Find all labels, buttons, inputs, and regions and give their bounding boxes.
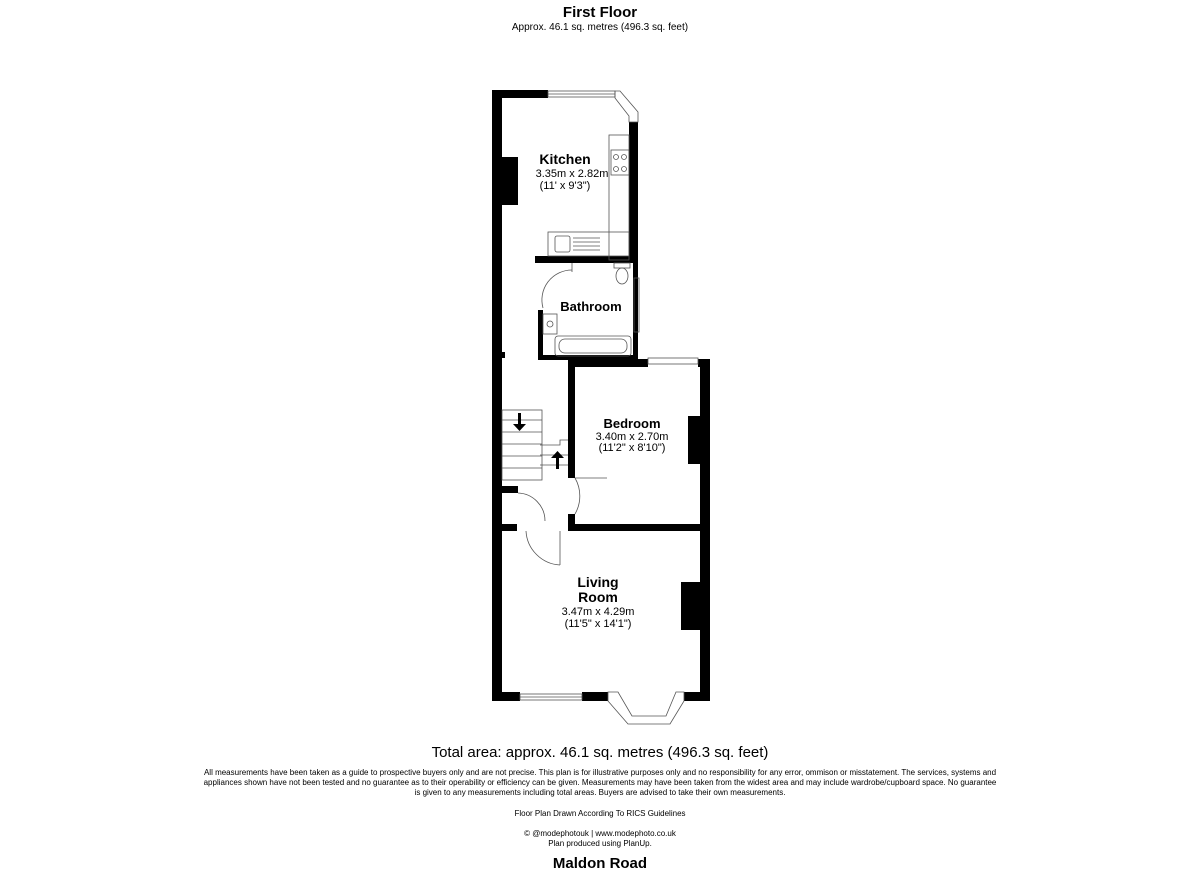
bedroom-door-arc <box>575 478 580 514</box>
bedroom-size-imperial: (11'2" x 8'10") <box>598 442 666 454</box>
toilet-icon <box>616 268 628 284</box>
kitchen-worktop-right <box>609 135 629 260</box>
landing-wall <box>500 486 518 493</box>
kitchen-size-metric: 3.35m x 2.82m <box>535 168 609 180</box>
outer-wall-left <box>492 90 502 701</box>
hob-icon <box>611 150 629 175</box>
bedroom-size-metric: 3.40m x 2.70m <box>595 431 669 443</box>
kitchen-sink-icon <box>555 236 570 252</box>
bottom-wall-mid <box>582 692 608 701</box>
stairs-up-arrow-icon <box>551 451 564 458</box>
living-name-line2: Room <box>578 589 618 605</box>
rics-note: Floor Plan Drawn According To RICS Guidelines <box>514 809 686 818</box>
living-size-metric: 3.47m x 4.29m <box>561 606 635 618</box>
living-door-arc <box>526 531 560 565</box>
disclaimer: All measurements have been taken as a guide to prospective buyers only and are not precise. This plan is for illustrative purposes only and no responsibility for any error, ommison or misstatement. The services, systems and appliances shown have not been tested and no guarantee as to their operability or efficiency can be given. Measurements may have been taken from the widest area and may include wardrobe/cupboard space. No guarantee is given to any measurements including total areas. Buyers are advised to take their own measurements. <box>203 768 997 797</box>
floor-title: First Floor <box>562 4 638 21</box>
kitchen-size-imperial: (11' x 9'3") <box>539 180 591 192</box>
living-top-wall-left <box>492 524 517 531</box>
kitchen-top-wall <box>492 90 548 98</box>
wall-stub <box>502 352 505 358</box>
property-address: Maldon Road <box>552 855 648 872</box>
bedroom-left-wall <box>568 362 575 478</box>
bathroom-left-wall <box>538 310 543 360</box>
total-area: Total area: approx. 46.1 sq. metres (496.3 sq. feet) <box>431 744 769 761</box>
stairs-down-arrow-icon <box>513 424 526 431</box>
living-name-line1: Living <box>577 574 619 590</box>
living-top-wall <box>568 524 704 531</box>
bedroom-chimney-breast <box>688 416 700 464</box>
basin-icon <box>543 314 557 334</box>
kitchen-bay-window <box>615 91 638 122</box>
produced-by: Plan produced using PlanUp. <box>548 839 652 848</box>
staircase <box>502 410 542 480</box>
copyright: © @modephotouk | www.modephoto.co.uk <box>524 829 676 838</box>
landing-door-arc <box>518 493 545 521</box>
floor-area: Approx. 46.1 sq. metres (496.3 sq. feet) <box>511 22 689 33</box>
bottom-wall-right <box>684 692 710 701</box>
living-chimney-breast <box>681 582 700 630</box>
living-size-imperial: (11'5" x 14'1") <box>564 618 632 630</box>
bottom-wall-left <box>492 692 520 701</box>
kitchen-chimney-breast <box>502 157 518 205</box>
bedroom-top-wall-left <box>568 359 648 367</box>
living-bay-window <box>608 692 684 724</box>
bathroom-name: Bathroom <box>560 299 622 314</box>
kitchen-right-wall <box>629 122 638 262</box>
kitchen-name: Kitchen <box>539 151 591 167</box>
kitchen-bathroom-wall <box>535 256 638 263</box>
bedroom-window <box>648 358 698 364</box>
bedroom-name: Bedroom <box>603 416 661 431</box>
